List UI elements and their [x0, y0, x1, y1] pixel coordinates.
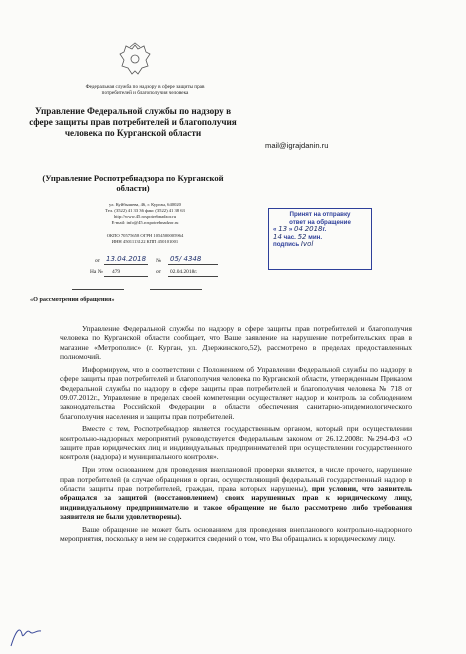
dispatch-stamp: [268, 208, 372, 270]
date-value: 13.04.2018: [106, 255, 147, 263]
stamp-line-2: ответ на обращение: [289, 218, 351, 226]
ref-prefix: На №: [90, 269, 103, 275]
paragraph-4: [60, 465, 412, 521]
address-block: [70, 202, 220, 226]
paragraph-2: Информируем, что в соответствии с Положением об Управлении Федеральной службы по надзору в сфере защиты прав потребителей и благополучия человека по Курганской области, утвержденным Приказом Федеральной службы по надзору в сфере защиты прав потребителей и благополучия человека № 718 от 09.07.2012г., Управление в пределах своей компетенции осуществляет надзор и контроль за соблюдением законодательства Российской Федерации в области обеспечения санитарно-эпидемиологического благополучия населения и защиты прав потребителей.: [60, 364, 412, 421]
stamp-year-suffix: г.: [322, 226, 327, 234]
stamp-min: 52: [297, 232, 307, 241]
blank-line-2: [150, 289, 202, 290]
stamp-signature: Ivol: [300, 240, 314, 249]
management-name: Управление Федеральной службы по надзору в сфере защиты прав потребителей и благополучия человека по Курганской области: [29, 106, 237, 138]
ref-date: 02.04.2018г.: [170, 269, 198, 275]
paragraph-5: Ваше обращение не может быть основанием для проведения внепланового контрольно-надзорного мероприятия, поскольку в нем не содержится сведений о том, что Вы обращались к юридическому лицу.: [60, 524, 412, 544]
stamp-sign-row: [273, 241, 367, 249]
signature-icon: [8, 620, 44, 650]
blank-line-1: [72, 289, 124, 290]
stamp-line-1: Принят на отправку: [289, 211, 351, 218]
subject-line: «О рассмотрении обращения»: [30, 296, 115, 303]
number-value: 05/ 4348: [170, 255, 202, 263]
phone-line: Тел. (3522) 41 33 36 факс (3522) 41 38 63: [105, 208, 185, 213]
recipient-email: mail@igrajdanin.ru: [265, 141, 329, 150]
email-line: E-mail: info@45.rospotrebnadzor.ru: [111, 220, 179, 225]
web-line: http://www.45.rospotrebnadzor.ru: [113, 214, 177, 219]
stamp-day: 13: [278, 225, 288, 234]
ref-underline: [104, 276, 148, 277]
date-underline: [104, 264, 148, 265]
paragraph-3: Вместе с тем, Роспотребнадзор является государственным органом, который при осуществлении контрольно-надзорных мероприятий руководствуется Федеральным законом от 26.12.2008г. №294-ФЗ «О защите прав юридических лиц и индивидуальных предпринимателей при осуществлении государственного контроля (надзора) и муниципального контроля».: [60, 424, 412, 462]
paragraph-4-plain: При этом основанием для проведения внеплановой проверки является, в числе прочего, нарушение прав потребителей (в случае обращения в орган, осуществляющий федеральный государственный надзор в области защиты прав потребителей, граждан, права которых нарушены),: [60, 465, 412, 493]
date-prefix: от: [95, 258, 100, 264]
stamp-sign-label: подпись: [273, 241, 300, 249]
stamp-quote-open: «: [273, 226, 277, 234]
ref-from: от: [156, 269, 161, 275]
stamp-month: 04: [294, 225, 303, 234]
stamp-year: 2018: [304, 225, 323, 234]
short-name: (Управление Роспотребнадзора по Курганской области): [42, 173, 224, 194]
ref-number: 479: [112, 269, 121, 275]
paragraph-4-bold: при условии, что заявитель обращался за защитой (восстановлением) своих нарушенных прав к юридическому лицу, индивидуальному предпринимателю и такое обращение не было рассмотрено либо требования заявителя не были удовлетворены).: [60, 484, 413, 522]
address-line: ул. Куйбышева, 46, г. Курган, 640020: [109, 202, 181, 207]
inn-line: ИНН 4501113122 КПП 450101001: [111, 239, 179, 244]
coat-of-arms-icon: [118, 42, 152, 78]
number-prefix: №: [156, 258, 162, 264]
stamp-hour: 14: [273, 232, 282, 241]
number-underline: [168, 264, 218, 265]
paragraph-1: Управление Федеральной службы по надзору в сфере защиты прав потребителей и благополучия человека по Курганской области сообщает, что Ваше заявление на нарушение потребительских прав в магазине «Метрополис» (г. Курган, ул. Дзержинского,52), рассмотрено в пределах предоставленных полномочий.: [60, 324, 412, 362]
okpo-line: ОКПО 70575658 ОГРН 1054500005964: [106, 233, 184, 238]
stamp-hour-label: час.: [283, 233, 296, 241]
codes-block: [70, 233, 220, 245]
ref-date-underline: [168, 276, 218, 277]
stamp-date-row: [273, 226, 367, 234]
stamp-min-label: мин.: [308, 233, 323, 241]
letter-body: [60, 324, 412, 547]
agency-name: Федеральная служба по надзору в сфере защиты прав потребителей и благополучия человека: [85, 84, 205, 97]
stamp-quote-close: »: [288, 226, 293, 234]
